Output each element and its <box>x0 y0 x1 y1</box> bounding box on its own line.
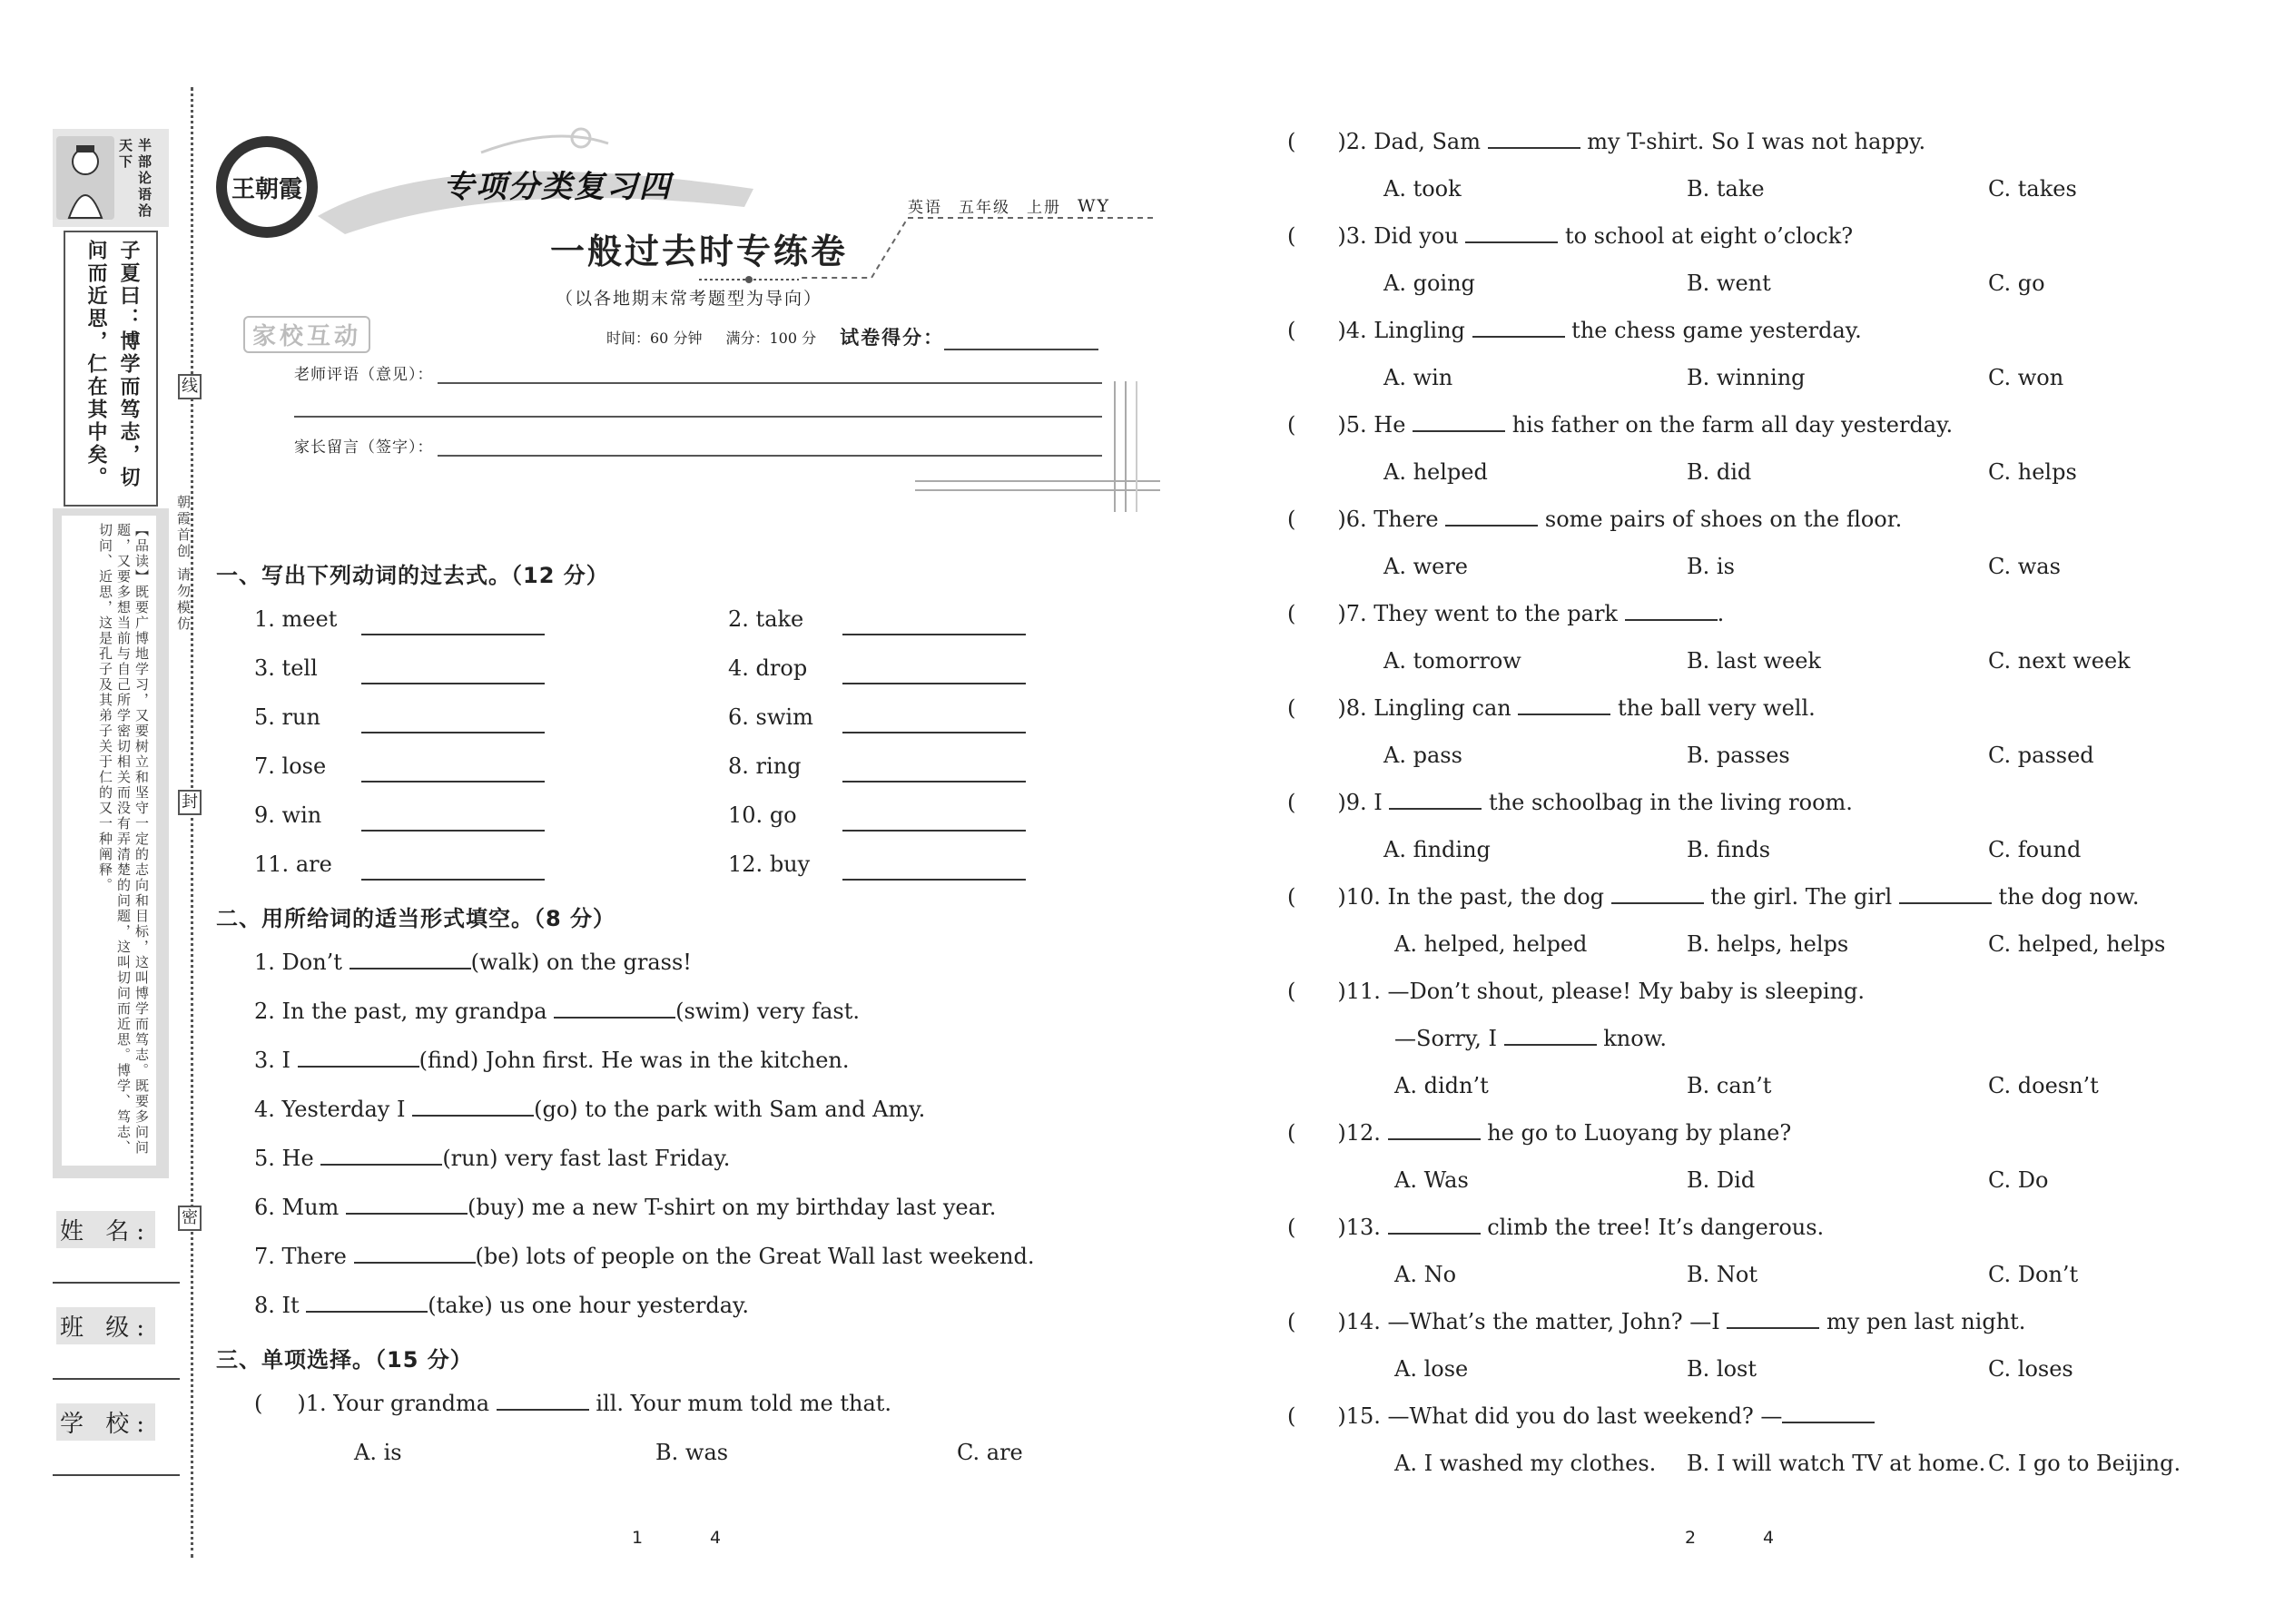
q11-blank[interactable] <box>1504 1042 1597 1046</box>
parent-comment-label: 家长留言（签字）： <box>294 438 434 457</box>
q5-blank[interactable] <box>1413 428 1505 432</box>
q1-option-b[interactable]: B. was <box>655 1440 729 1465</box>
answer-paren-15[interactable]: ( <box>1287 1403 1296 1429</box>
answer-paren-11[interactable]: ( <box>1287 979 1296 1004</box>
q12-option-b[interactable]: B. Did <box>1687 1167 1756 1193</box>
q3-blank[interactable] <box>1465 240 1558 243</box>
q2-blank[interactable] <box>1488 145 1580 149</box>
q5-option-a[interactable]: A. helped <box>1383 459 1488 485</box>
edition-tag: WY <box>1078 195 1111 216</box>
q10-blank-1[interactable] <box>1611 901 1704 904</box>
seal-char-seal: 封 <box>178 790 202 815</box>
score-field[interactable] <box>944 330 1098 350</box>
q7-blank[interactable] <box>1625 617 1718 621</box>
s1-item-3: 3. tell <box>254 655 318 681</box>
question-13: ( )13. climb the tree! It’s dangerous. <box>1287 1215 1825 1240</box>
seal-char-secret: 密 <box>178 1206 202 1231</box>
q6-option-c[interactable]: C. was <box>1988 554 2061 579</box>
question-7: ( )7. They went to the park . <box>1287 601 1725 626</box>
s2-blank-2[interactable] <box>554 1015 675 1019</box>
s1-answer-9[interactable] <box>361 828 545 832</box>
s1-item-12: 12. buy <box>728 851 811 877</box>
q10-blank-2[interactable] <box>1899 901 1992 904</box>
q7-option-c[interactable]: C. next week <box>1988 648 2131 674</box>
q8-blank[interactable] <box>1518 712 1610 715</box>
s3-blank-1[interactable] <box>497 1407 589 1411</box>
answer-paren-8[interactable]: ( <box>1287 695 1296 721</box>
title-ornament <box>699 271 799 280</box>
copyright-notice: 朝霞首创 请勿模仿 <box>175 495 192 633</box>
s1-answer-11[interactable] <box>361 877 545 881</box>
q2-option-b[interactable]: B. take <box>1687 176 1765 202</box>
grid-decoration <box>915 381 1160 512</box>
q4-blank[interactable] <box>1472 334 1565 338</box>
exam-info <box>606 323 1098 350</box>
answer-paren-6[interactable]: ( <box>1287 507 1296 532</box>
q2-option-a[interactable]: A. took <box>1383 176 1462 202</box>
s2-item-2: 2. In the past, my grandpa (swim) very fast. <box>254 999 861 1024</box>
answer-paren-3[interactable]: ( <box>1287 223 1296 249</box>
reading-note: 【品读】既要广博地学习，又要树立和坚守一定的志向和目标，这叫博学而笃志。既要多问问题，又要多想当前与自己所学密切相关而没有弄清楚的问题，这叫切问而近思。博学、笃志、切问、近思，这是孔子及其弟子关于仁的又一种阐释。 <box>97 523 150 1156</box>
s1-item-4: 4. drop <box>728 655 808 681</box>
class-field[interactable] <box>53 1378 180 1380</box>
q5-option-c[interactable]: C. helps <box>1988 459 2077 485</box>
s2-item-5: 5. He (run) very fast last Friday. <box>254 1146 731 1171</box>
time-limit: 时间：60 分钟 <box>606 329 703 347</box>
s2-blank-5[interactable] <box>320 1162 442 1166</box>
q6-option-b[interactable]: B. is <box>1687 554 1735 579</box>
answer-paren-9[interactable]: ( <box>1287 790 1296 815</box>
s2-item-8: 8. It (take) us one hour yesterday. <box>254 1293 750 1318</box>
full-score: 满分：100 分 <box>725 329 817 347</box>
q9-option-b[interactable]: B. finds <box>1687 837 1771 862</box>
page-number-right-2: 4 <box>1763 1528 1775 1548</box>
s1-answer-8[interactable] <box>842 779 1026 782</box>
seal-char-line: 线 <box>178 374 202 399</box>
s2-item-7: 7. There (be) lots of people on the Great Wall last weekend. <box>254 1244 1035 1269</box>
page-number-right-1: 2 <box>1685 1528 1697 1548</box>
reading-note-box <box>62 516 156 1166</box>
scholar-figure-icon <box>56 136 114 220</box>
answer-paren-1[interactable]: ( <box>254 1391 263 1416</box>
grade-tag: 五年级 <box>959 199 1010 217</box>
confucius-quote-box <box>64 231 158 507</box>
q13-option-b[interactable]: B. Not <box>1687 1262 1757 1287</box>
q9-option-a[interactable]: A. finding <box>1383 837 1491 862</box>
s1-item-2: 2. take <box>728 606 804 632</box>
q11-option-c[interactable]: C. doesn’t <box>1988 1073 2099 1098</box>
s2-blank-8[interactable] <box>306 1309 428 1313</box>
s2-item-4: 4. Yesterday I (go) to the park with Sam and Amy. <box>254 1097 926 1122</box>
q15-option-c[interactable]: C. I go to Beijing. <box>1988 1451 2181 1476</box>
s1-item-9: 9. win <box>254 802 322 828</box>
q4-option-a[interactable]: A. win <box>1383 365 1453 390</box>
s1-answer-2[interactable] <box>842 632 1026 635</box>
s3-question-1: ( )1. Your grandma ill. Your mum told me that. <box>254 1391 892 1416</box>
brand-logo-text: 王朝霞 <box>227 147 307 227</box>
q2-option-c[interactable]: C. takes <box>1988 176 2077 202</box>
question-6: ( )6. There some pairs of shoes on the floor. <box>1287 507 1903 532</box>
q1-option-a[interactable]: A. is <box>354 1440 402 1465</box>
teacher-comment-label: 老师评语（意见）： <box>294 366 434 384</box>
s1-item-6: 6. swim <box>728 704 813 730</box>
term-tag: 上册 <box>1027 199 1061 217</box>
subject-tag: 英语 <box>908 199 942 217</box>
answer-paren-7[interactable]: ( <box>1287 601 1296 626</box>
q12-blank[interactable] <box>1388 1137 1481 1140</box>
question-11-reply: —Sorry, I know. <box>1394 1026 1668 1051</box>
q3-option-c[interactable]: C. go <box>1988 271 2045 296</box>
q3-option-b[interactable]: B. went <box>1687 271 1771 296</box>
question-9: ( )9. I the schoolbag in the living room. <box>1287 790 1853 815</box>
q12-option-a[interactable]: A. Was <box>1394 1167 1469 1193</box>
q12-option-c[interactable]: C. Do <box>1988 1167 2049 1193</box>
confucius-quote: 子夏曰：博学而笃志，切问而近思，仁在其中矣。 <box>84 240 141 489</box>
s1-item-7: 7. lose <box>254 753 327 779</box>
answer-paren-14[interactable]: ( <box>1287 1309 1296 1334</box>
name-field[interactable] <box>53 1282 180 1284</box>
s1-item-5: 5. run <box>254 704 320 730</box>
s1-answer-1[interactable] <box>361 632 545 635</box>
q8-option-a[interactable]: A. pass <box>1383 743 1462 768</box>
s2-blank-3[interactable] <box>298 1064 419 1068</box>
q11-option-b[interactable]: B. can’t <box>1687 1073 1772 1098</box>
question-8: ( )8. Lingling can the ball very well. <box>1287 695 1816 721</box>
subtitle-guide: （以各地期末常考题型为导向） <box>556 289 823 309</box>
series-title: 专项分类复习四 <box>443 169 672 205</box>
q4-option-c[interactable]: C. won <box>1988 365 2064 390</box>
question-14: ( )14. —What’s the matter, John? —I my pen last night. <box>1287 1309 2026 1334</box>
q13-option-a[interactable]: A. No <box>1394 1262 1457 1287</box>
school-field[interactable] <box>53 1474 180 1476</box>
q15-blank[interactable] <box>1782 1420 1875 1423</box>
answer-paren-12[interactable]: ( <box>1287 1120 1296 1146</box>
q13-option-c[interactable]: C. Don’t <box>1988 1262 2079 1287</box>
class-label: 班 级: <box>56 1307 155 1344</box>
question-10: ( )10. In the past, the dog the girl. The girl the dog now. <box>1287 884 2140 910</box>
q11-option-a[interactable]: A. didn’t <box>1394 1073 1489 1098</box>
q14-option-b[interactable]: B. lost <box>1687 1356 1757 1382</box>
binding-cut-line <box>191 87 193 1558</box>
q15-option-a[interactable]: A. I washed my clothes. <box>1394 1451 1657 1476</box>
q10-option-b[interactable]: B. helps, helps <box>1687 931 1849 957</box>
q3-option-a[interactable]: A. going <box>1383 271 1475 296</box>
header-dashed-frame <box>799 207 1162 289</box>
q1-option-c[interactable]: C. are <box>957 1440 1023 1465</box>
question-3: ( )3. Did you to school at eight o’clock? <box>1287 223 1854 249</box>
page-number-left-1: 1 <box>632 1528 644 1548</box>
q10-option-c[interactable]: C. helped, helps <box>1988 931 2166 957</box>
q14-option-c[interactable]: C. loses <box>1988 1356 2073 1382</box>
section1-heading: 一、写出下列动词的过去式。（12 分） <box>216 563 609 588</box>
answer-paren-5[interactable]: ( <box>1287 412 1296 438</box>
q10-option-a[interactable]: A. helped, helped <box>1394 931 1588 957</box>
question-4: ( )4. Lingling the chess game yesterday. <box>1287 318 1862 343</box>
brand-logo <box>216 136 318 238</box>
s1-item-11: 11. are <box>254 851 332 877</box>
q6-option-a[interactable]: A. were <box>1383 554 1469 579</box>
s1-item-1: 1. meet <box>254 606 338 632</box>
q4-option-b[interactable]: B. winning <box>1687 365 1806 390</box>
answer-paren-10[interactable]: ( <box>1287 884 1296 910</box>
q8-option-b[interactable]: B. passes <box>1687 743 1790 768</box>
s2-blank-6[interactable] <box>346 1211 468 1215</box>
answer-paren-2[interactable]: ( <box>1287 129 1296 154</box>
s1-answer-4[interactable] <box>842 681 1026 684</box>
s2-item-6: 6. Mum (buy) me a new T-shirt on my birthday last year. <box>254 1195 997 1220</box>
q8-option-c[interactable]: C. passed <box>1988 743 2094 768</box>
q13-blank[interactable] <box>1388 1231 1481 1235</box>
q9-blank[interactable] <box>1389 806 1482 810</box>
question-5: ( )5. He his father on the farm all day yesterday. <box>1287 412 1954 438</box>
q9-option-c[interactable]: C. found <box>1988 837 2082 862</box>
q6-blank[interactable] <box>1445 523 1538 527</box>
answer-paren-13[interactable]: ( <box>1287 1215 1296 1240</box>
name-label: 姓 名: <box>56 1211 155 1248</box>
q5-option-b[interactable]: B. did <box>1687 459 1752 485</box>
margin-motto: 半部论语治天下 <box>117 138 153 220</box>
q7-option-a[interactable]: A. tomorrow <box>1383 648 1521 674</box>
question-15: ( )15. —What did you do last weekend? — <box>1287 1403 1875 1429</box>
q15-option-b[interactable]: B. I will watch TV at home. <box>1687 1451 1986 1476</box>
s2-item-1: 1. Don’t (walk) on the grass! <box>254 950 692 975</box>
q7-option-b[interactable]: B. last week <box>1687 648 1821 674</box>
s1-answer-5[interactable] <box>361 730 545 733</box>
section3-heading: 三、单项选择。（15 分） <box>216 1347 473 1373</box>
s1-item-10: 10. go <box>728 802 797 828</box>
q14-blank[interactable] <box>1727 1325 1819 1329</box>
answer-paren-4[interactable]: ( <box>1287 318 1296 343</box>
s1-answer-7[interactable] <box>361 779 545 782</box>
score-label: 试卷得分： <box>840 327 945 349</box>
section2-heading: 二、用所给词的适当形式填空。（8 分） <box>216 906 616 931</box>
school-label: 学 校: <box>56 1403 155 1441</box>
home-school-badge: 家校互动 <box>243 316 370 353</box>
s1-answer-6[interactable] <box>842 730 1026 733</box>
main-title: 一般过去时专练卷 <box>550 231 849 271</box>
s2-item-3: 3. I (find) John first. He was in the kitchen. <box>254 1048 850 1073</box>
q14-option-a[interactable]: A. lose <box>1394 1356 1469 1382</box>
page-number-left-2: 4 <box>710 1528 722 1548</box>
s1-item-8: 8. ring <box>728 753 802 779</box>
s1-answer-12[interactable] <box>842 877 1026 881</box>
question-12: ( )12. he go to Luoyang by plane? <box>1287 1120 1792 1146</box>
s1-answer-10[interactable] <box>842 828 1026 832</box>
s1-answer-3[interactable] <box>361 681 545 684</box>
s2-blank-4[interactable] <box>412 1113 534 1117</box>
question-2: ( )2. Dad, Sam my T-shirt. So I was not happy. <box>1287 129 1926 154</box>
question-11: ( )11. —Don’t shout, please! My baby is sleeping. <box>1287 979 1866 1004</box>
s2-blank-1[interactable] <box>350 966 471 969</box>
s2-blank-7[interactable] <box>354 1260 476 1264</box>
